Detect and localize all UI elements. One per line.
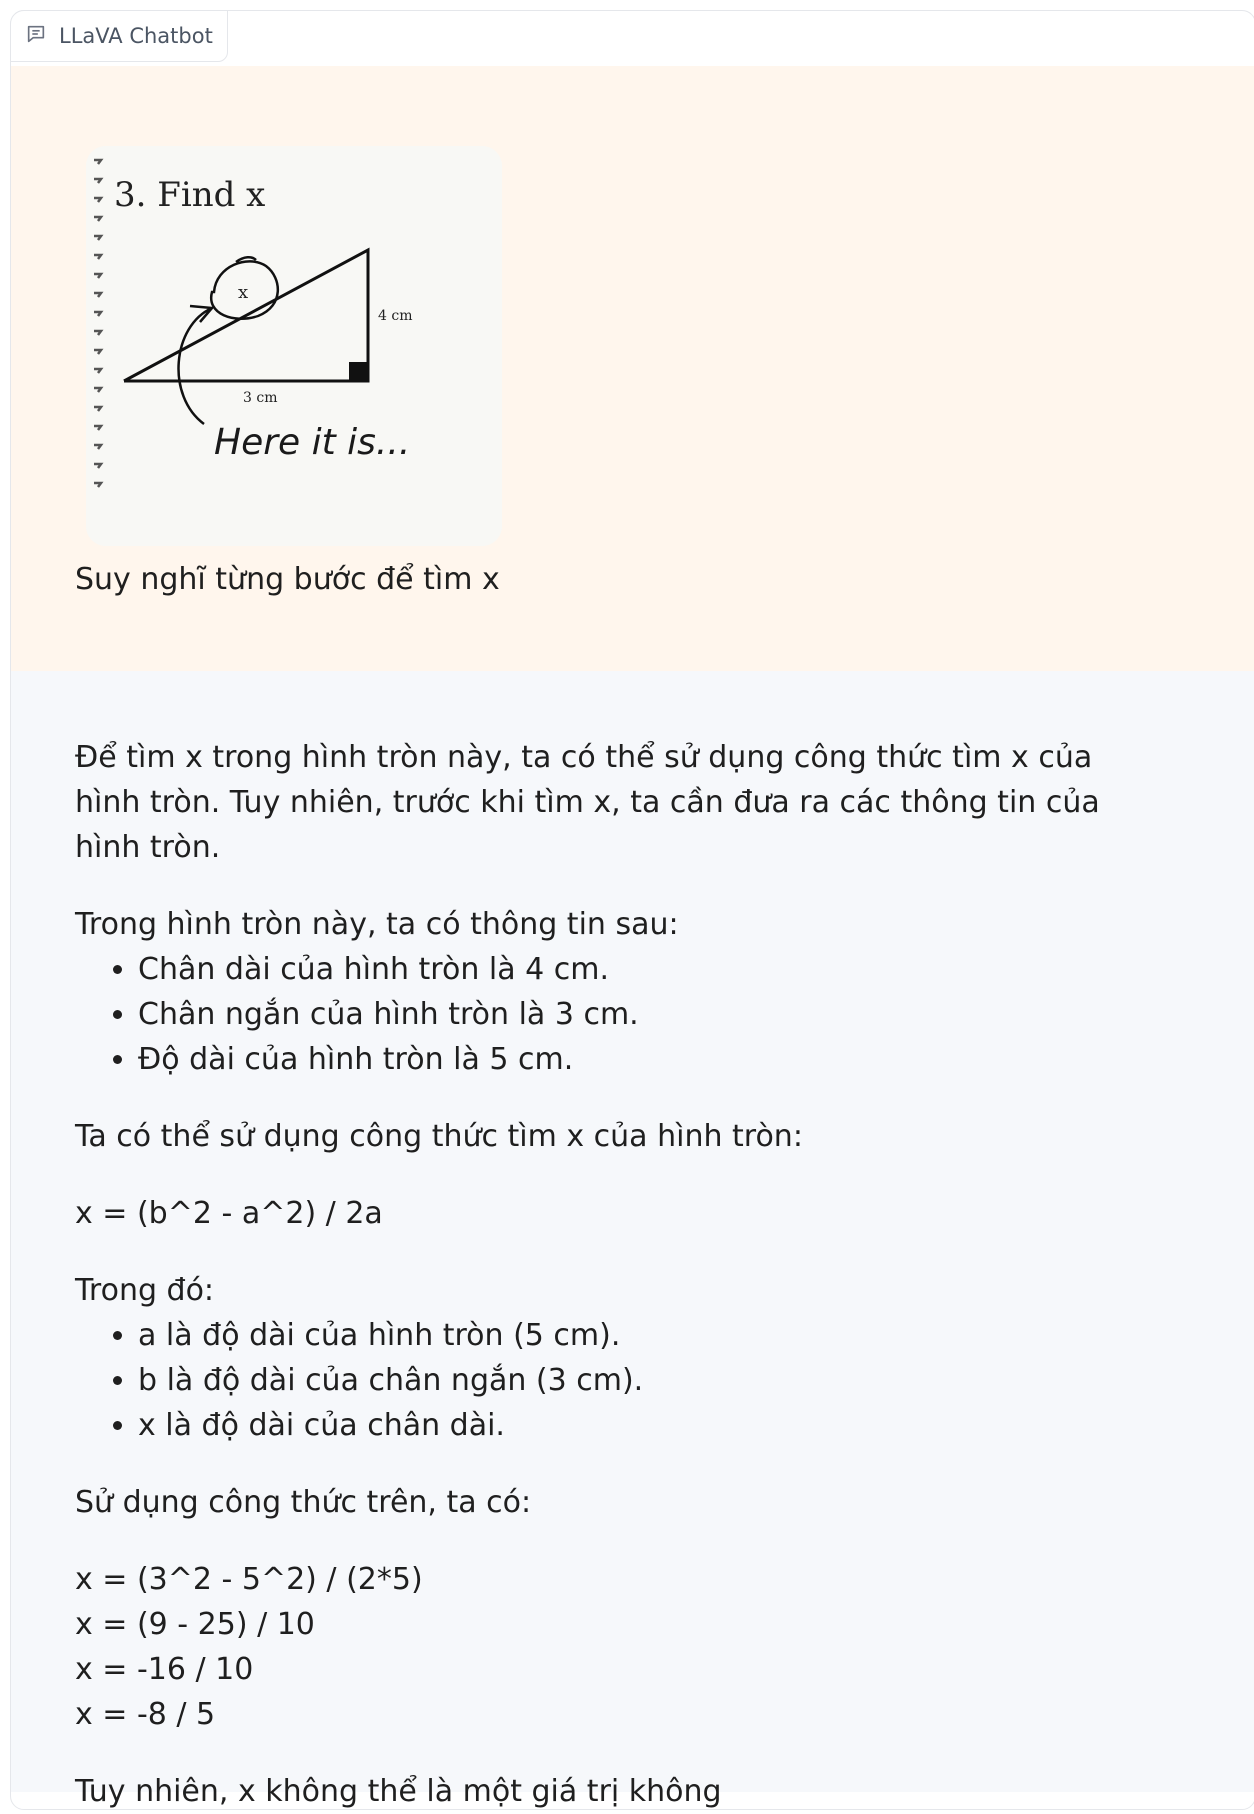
calc-line: x = (3^2 - 5^2) / (2*5) bbox=[75, 1562, 423, 1597]
calculation-lines bbox=[75, 1557, 1164, 1737]
list-item: • a là độ dài của hình tròn (5 cm). bbox=[138, 1313, 1164, 1358]
handwriting: Here it is... bbox=[214, 422, 411, 463]
definition-list bbox=[75, 1313, 1164, 1448]
bot-paragraph-2: Trong hình tròn này, ta có thông tin sau: bbox=[75, 907, 679, 942]
user-message bbox=[11, 66, 1254, 671]
user-message-text: Suy nghĩ từng bước để tìm x bbox=[75, 562, 500, 597]
uploaded-image[interactable] bbox=[86, 146, 502, 546]
calc-line: x = -16 / 10 bbox=[75, 1652, 254, 1687]
right-angle-marker bbox=[349, 362, 367, 380]
bot-message bbox=[11, 671, 1254, 1809]
chatbot-label bbox=[10, 10, 228, 62]
label-side: 4 cm bbox=[378, 308, 413, 324]
chat-icon bbox=[25, 23, 47, 50]
bot-message-body bbox=[75, 735, 1164, 1814]
label-x: x bbox=[238, 282, 249, 303]
list-item: • Chân dài của hình tròn là 4 cm. bbox=[138, 947, 1164, 992]
list-item: • Chân ngắn của hình tròn là 3 cm. bbox=[138, 992, 1164, 1037]
bot-paragraph-4: Trong đó: bbox=[75, 1273, 215, 1308]
chat-history[interactable] bbox=[11, 66, 1254, 1809]
bot-paragraph-1: Để tìm x trong hình tròn này, ta có thể sử dụng công thức tìm x của hình tròn. Tuy nhiên, trước khi tìm x, ta cần đưa ra các thông tin của hình tròn. bbox=[75, 740, 1100, 865]
info-list bbox=[75, 947, 1164, 1082]
list-item: • b là độ dài của chân ngắn (3 cm). bbox=[138, 1358, 1164, 1403]
list-item: • Độ dài của hình tròn là 5 cm. bbox=[138, 1037, 1164, 1082]
label-base: 3 cm bbox=[243, 390, 278, 406]
formula: x = (b^2 - a^2) / 2a bbox=[75, 1196, 383, 1231]
chatbot-label-text: LLaVA Chatbot bbox=[59, 24, 213, 48]
bot-paragraph-6: Tuy nhiên, x không thể là một giá trị không bbox=[75, 1774, 722, 1809]
image-title: 3. Find x bbox=[114, 175, 266, 215]
bot-paragraph-3: Ta có thể sử dụng công thức tìm x của hình tròn: bbox=[75, 1119, 803, 1154]
list-item: • x là độ dài của chân dài. bbox=[138, 1403, 1164, 1448]
bot-paragraph-5: Sử dụng công thức trên, ta có: bbox=[75, 1485, 532, 1520]
calc-line: x = (9 - 25) / 10 bbox=[75, 1607, 315, 1642]
calc-line: x = -8 / 5 bbox=[75, 1697, 216, 1732]
